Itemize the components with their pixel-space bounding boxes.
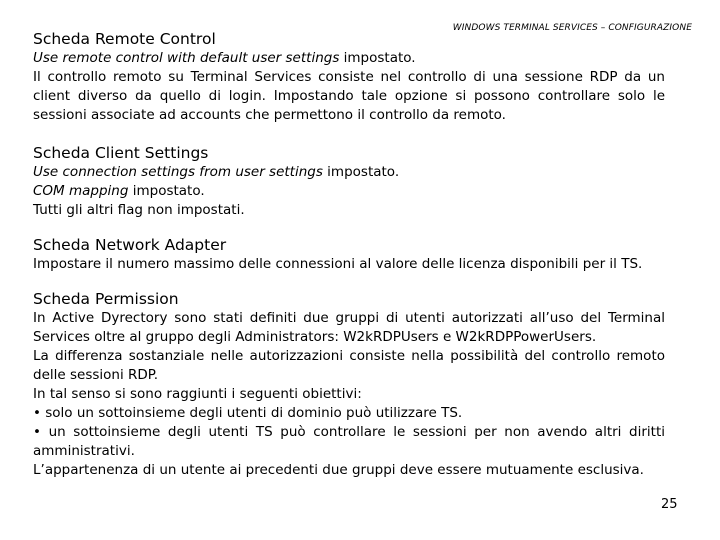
client-settings-setting-2-name: COM mapping [33, 183, 129, 199]
section-title-remote-control: Scheda Remote Control [33, 30, 216, 48]
network-adapter-description: Impostare il numero massimo delle connessioni al valore delle licenza disponibili per il TS. [33, 256, 643, 272]
remote-control-description: Il controllo remoto su Terminal Services consiste nel controllo di una sessione RDP da un client diverso da quello di login. Impostando tale opzione si possono controllare solo le sessioni associate ad accounts che permettono il controllo da remoto. [33, 69, 665, 123]
section-title-network-adapter: Scheda Network Adapter [33, 236, 227, 254]
client-settings-setting-2 [33, 182, 665, 201]
section-title-client-settings: Scheda Client Settings [33, 144, 209, 162]
remote-control-setting [33, 49, 665, 68]
permission-difference-description: La differenza sostanziale nelle autorizzazioni consiste nella possibilità del controllo remoto delle sessioni RDP. [33, 348, 665, 383]
remote-control-setting-name: Use remote control with default user settings [33, 50, 340, 66]
client-settings-setting-1-status: impostato. [322, 164, 400, 180]
slide-content [33, 30, 665, 480]
permission-objective-bullet-2: • un sottoinsieme degli utenti TS può controllare le sessioni per non avendo altri diritti amministrativi. [33, 424, 665, 459]
client-settings-setting-1-name: Use connection settings from user settings [33, 164, 323, 180]
permission-objective-bullet-1: • solo un sottoinsieme degli utenti di dominio può utilizzare TS. [33, 405, 463, 421]
section-title-permission: Scheda Permission [33, 290, 179, 308]
client-settings-setting-1 [33, 163, 665, 182]
permission-groups-description: In Active Dyrectory sono stati definiti due gruppi di utenti autorizzati all’uso del Terminal Services oltre al gruppo degli Administrators: W2kRDPUsers e W2kRDPPowerUsers. [33, 310, 665, 345]
page-number: 25 [661, 497, 678, 512]
client-settings-note: Tutti gli altri flag non impostati. [33, 202, 245, 218]
permission-objectives-intro: In tal senso si sono raggiunti i seguenti obiettivi: [33, 386, 362, 402]
client-settings-setting-2-status: impostato. [128, 183, 205, 199]
permission-exclusivity-note: L’appartenenza di un utente ai precedenti due gruppi deve essere mutuamente esclusiva. [33, 462, 644, 478]
slide-header: WINDOWS TERMINAL SERVICES – CONFIGURAZIONE [452, 23, 692, 33]
remote-control-setting-status: impostato. [339, 50, 416, 66]
